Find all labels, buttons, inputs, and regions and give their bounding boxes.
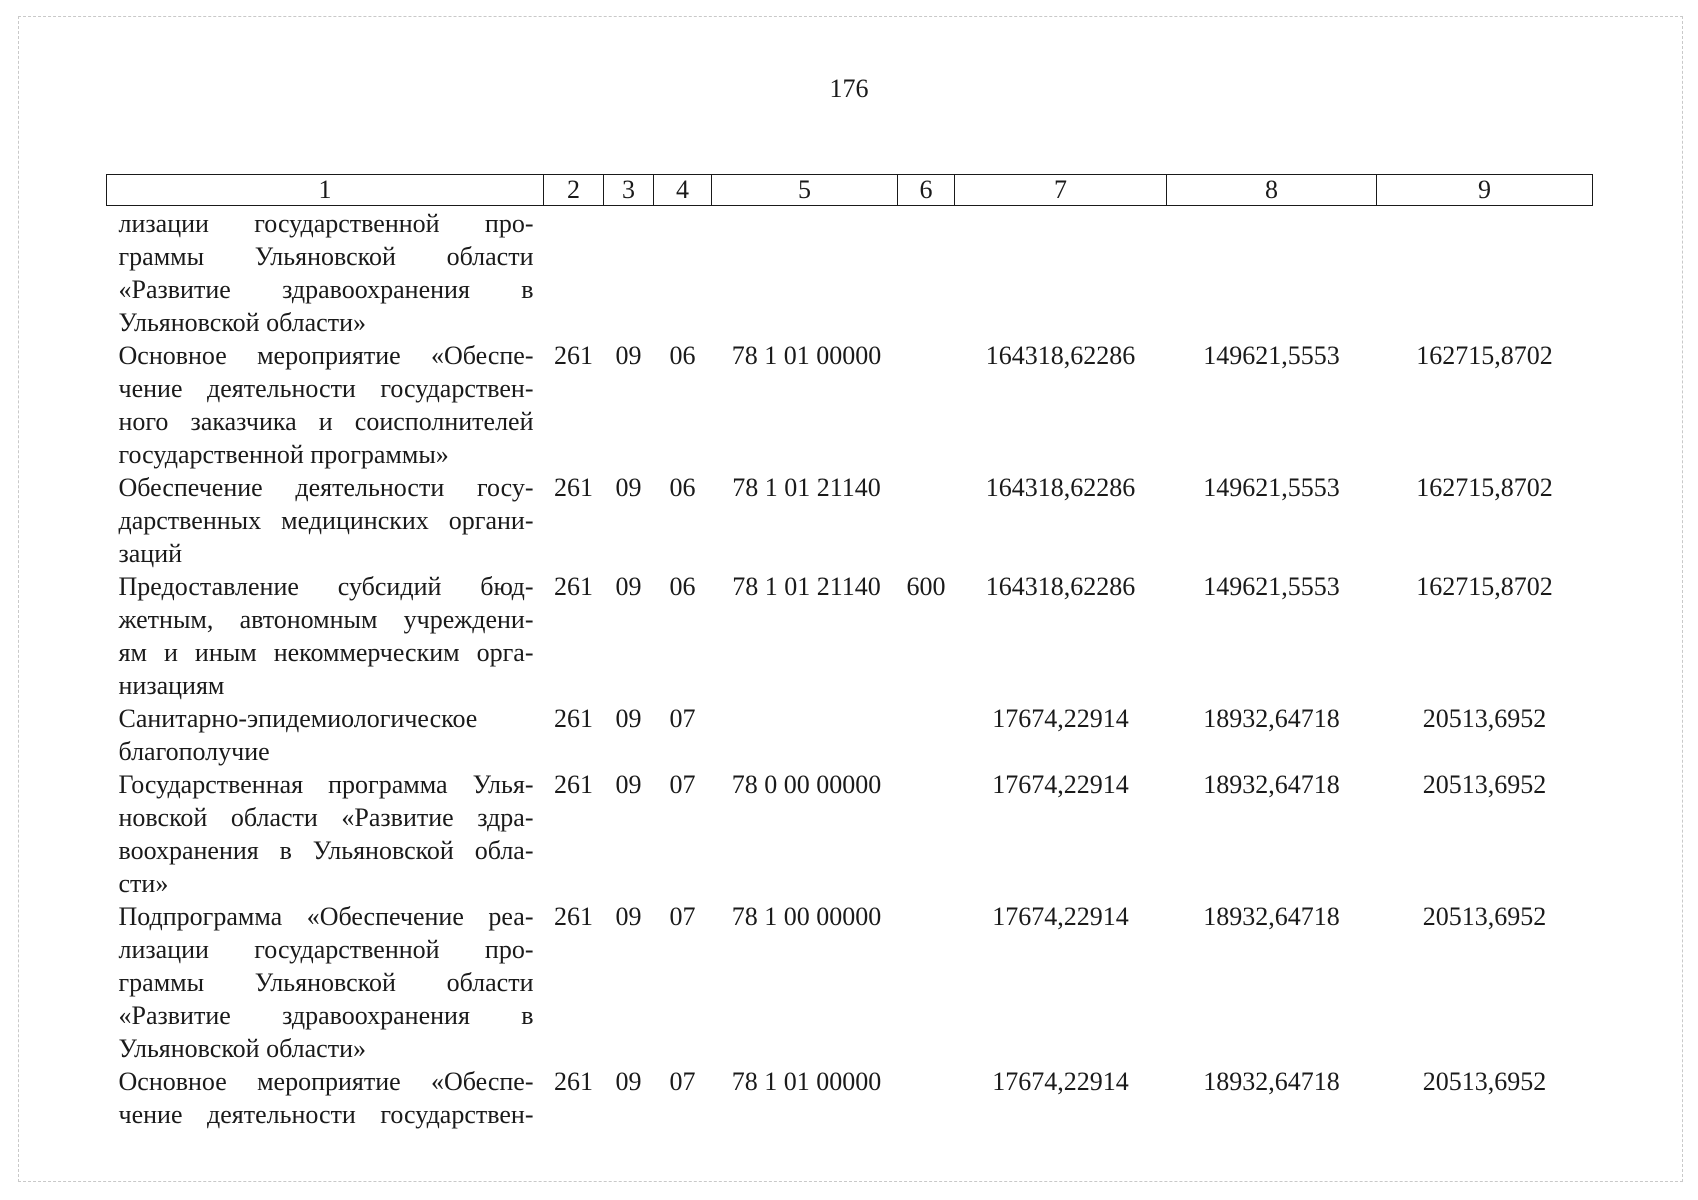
cell-ministry-code: 261 [554,770,593,799]
item-name-line: государственной программы» [118,440,449,469]
cell-amount-year-2 [1167,206,1377,340]
table-row [107,768,1593,900]
page-number: 176 [829,74,869,103]
header-col-5: 5 [712,175,898,206]
item-name-line: новской области «Развитие здра- [118,803,534,832]
header-col-3: 3 [604,175,654,206]
item-name-line: граммы Ульяновской области [118,242,534,271]
item-name-line: низациям [118,671,225,700]
header-col-7: 7 [955,175,1167,206]
cell-subsection: 07 [669,704,696,733]
header-col-4: 4 [654,175,712,206]
cell-amount-year-1: 17674,22914 [992,902,1129,931]
header-col-8: 8 [1167,175,1377,206]
item-name-line: Санитарно-эпидемиологическое [118,704,478,733]
cell-target-article: 78 0 00 00000 [731,770,882,799]
table-row [107,471,1593,570]
item-name-line: Основное мероприятие «Обеспе- [118,1067,534,1096]
cell-amount-year-1: 164318,62286 [985,341,1136,370]
item-name-line: ного заказчика и соисполнителей [118,407,534,436]
cell-subsection [654,206,712,340]
cell-item-name [107,768,544,900]
cell-amount-year-3: 20513,6952 [1422,704,1547,733]
cell-amount-year-3: 162715,8702 [1416,473,1553,502]
cell-ministry-code: 261 [554,473,593,502]
cell-section: 09 [615,572,642,601]
cell-ministry-code [544,206,604,340]
cell-ministry-code: 261 [554,704,593,733]
cell-amount-year-2: 18932,64718 [1203,1067,1340,1096]
cell-expense-type [898,900,955,1065]
cell-item-name [107,1065,544,1131]
cell-target-article: 78 1 01 21140 [732,572,881,601]
cell-item-name [107,339,544,471]
table-row [107,1065,1593,1131]
table-row [107,570,1593,702]
item-name-line: заций [118,539,183,568]
cell-amount-year-3: 162715,8702 [1416,341,1553,370]
cell-expense-type: 600 [906,572,946,601]
item-name-line: благополучие [118,737,270,766]
header-col-9: 9 [1377,175,1593,206]
cell-subsection: 07 [669,902,696,931]
cell-expense-type [898,768,955,900]
cell-section: 09 [615,473,642,502]
cell-expense-type [898,471,955,570]
cell-amount-year-3 [1377,206,1593,340]
header-row [107,175,1593,206]
cell-amount-year-1: 17674,22914 [992,770,1129,799]
cell-amount-year-2: 149621,5553 [1203,473,1340,502]
item-name-line: Ульяновской области» [118,1034,366,1063]
item-name-line: сти» [118,869,169,898]
cell-ministry-code: 261 [554,341,593,370]
cell-amount-year-3: 20513,6952 [1422,1067,1547,1096]
cell-section: 09 [615,902,642,931]
cell-item-name [107,471,544,570]
budget-table [106,174,1593,1131]
cell-section: 09 [615,341,642,370]
cell-target-article: 78 1 01 00000 [731,1067,882,1096]
cell-expense-type [898,1065,955,1131]
cell-subsection: 06 [669,341,696,370]
table-row [107,206,1593,340]
cell-expense-type [898,702,955,768]
item-name-line: «Развитие здравоохранения в [118,1001,534,1030]
item-name-line: ям и иным некоммерческим орга- [118,638,534,667]
item-name-line: Обеспечение деятельности госу- [118,473,534,502]
cell-amount-year-1: 17674,22914 [992,1067,1129,1096]
header-col-6: 6 [898,175,955,206]
item-name-line: лизации государственной про- [118,935,534,964]
item-name-line: воохранения в Ульяновской обла- [118,836,534,865]
item-name-line: чение деятельности государствен- [118,374,534,403]
cell-amount-year-1: 164318,62286 [985,572,1136,601]
table-row [107,339,1593,471]
cell-amount-year-2: 149621,5553 [1203,341,1340,370]
cell-amount-year-3: 20513,6952 [1422,902,1547,931]
table-body [107,206,1593,1132]
cell-target-article: 78 1 01 00000 [731,341,882,370]
item-name-line: Государственная программа Улья- [118,770,534,799]
cell-expense-type [898,339,955,471]
cell-amount-year-2: 18932,64718 [1203,902,1340,931]
item-name-line: Ульяновской области» [118,308,366,337]
cell-item-name [107,702,544,768]
table-row [107,900,1593,1065]
cell-subsection: 07 [669,770,696,799]
cell-item-name [107,206,544,340]
item-name-line: лизации государственной про- [118,209,534,238]
item-name-line: «Развитие здравоохранения в [118,275,534,304]
cell-amount-year-1: 17674,22914 [992,704,1129,733]
item-name-line: чение деятельности государствен- [118,1100,534,1129]
header-col-2: 2 [544,175,604,206]
cell-amount-year-2: 149621,5553 [1203,572,1340,601]
cell-target-article [712,702,898,768]
cell-section [604,206,654,340]
cell-subsection: 07 [669,1067,696,1096]
cell-amount-year-1: 164318,62286 [985,473,1136,502]
cell-expense-type [898,206,955,340]
item-name-line: граммы Ульяновской области [118,968,534,997]
item-name-line: дарственных медицинских органи- [118,506,534,535]
cell-section: 09 [615,704,642,733]
budget-table-wrapper [106,174,1592,1131]
cell-subsection: 06 [669,572,696,601]
cell-section: 09 [615,1067,642,1096]
cell-item-name [107,570,544,702]
cell-target-article [712,206,898,340]
cell-ministry-code: 261 [554,902,593,931]
item-name-line: Предоставление субсидий бюд- [118,572,534,601]
cell-ministry-code: 261 [554,1067,593,1096]
cell-amount-year-3: 162715,8702 [1416,572,1553,601]
cell-subsection: 06 [669,473,696,502]
header-col-1: 1 [107,175,544,206]
item-name-line: жетным, автономным учреждени- [118,605,534,634]
table-row [107,702,1593,768]
cell-amount-year-3: 20513,6952 [1422,770,1547,799]
cell-target-article: 78 1 00 00000 [731,902,882,931]
table-header [107,175,1593,206]
cell-target-article: 78 1 01 21140 [732,473,881,502]
cell-section: 09 [615,770,642,799]
cell-ministry-code: 261 [554,572,593,601]
cell-item-name [107,900,544,1065]
cell-amount-year-2: 18932,64718 [1203,770,1340,799]
item-name-line: Подпрограмма «Обеспечение реа- [118,902,534,931]
item-name-line: Основное мероприятие «Обеспе- [118,341,534,370]
cell-amount-year-2: 18932,64718 [1203,704,1340,733]
cell-amount-year-1 [955,206,1167,340]
